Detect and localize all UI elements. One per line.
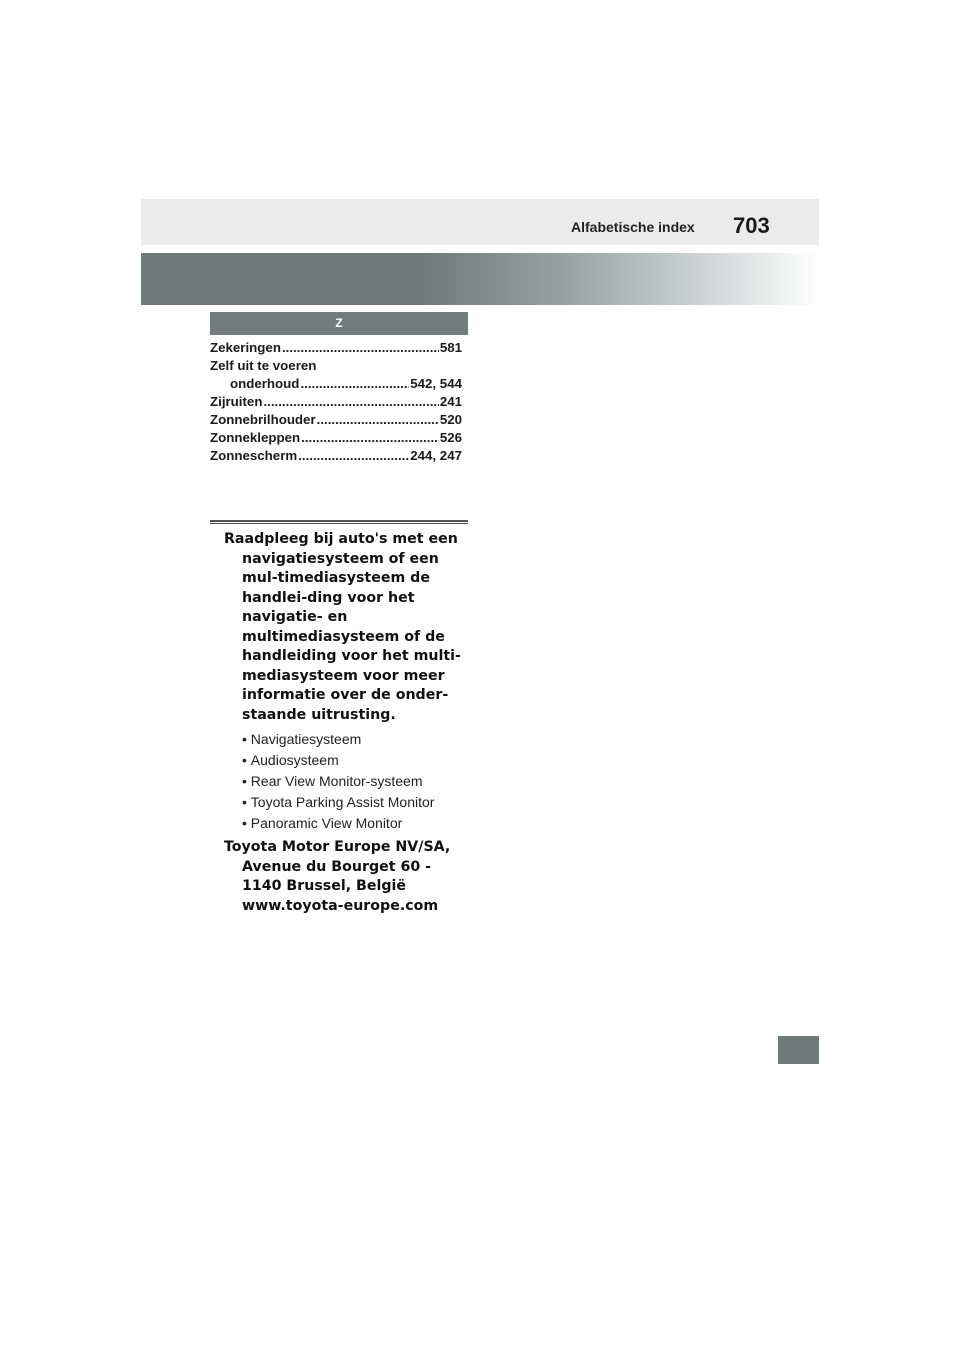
index-entry[interactable]: [210, 393, 462, 411]
notice-text: Raadpleeg bij auto's met een navigatiesysteem of een mul-timediasysteem de handlei-ding voor het navigatie- en multimediasysteem of de handleiding voor het multi-mediasysteem voor meer informatie over de onder-staande uitrusting.: [224, 531, 461, 723]
index-entry[interactable]: [210, 447, 462, 465]
header-band: [141, 199, 819, 245]
index-pages[interactable]: 244, 247: [410, 448, 462, 463]
letter-heading: Z: [210, 312, 468, 335]
index-pages[interactable]: 581: [439, 340, 462, 355]
company-address: Toyota Motor Europe NV/SA, Avenue du Bourget 60 - 1140 Brussel, België www.toyota-europe.com: [224, 839, 451, 914]
leader-dots: [282, 339, 439, 357]
list-item: • Toyota Parking Assist Monitor: [242, 792, 474, 813]
list-item: • Navigatiesysteem: [242, 729, 474, 750]
index-list: [210, 339, 462, 465]
index-entry[interactable]: [210, 375, 462, 393]
page-number: 703: [733, 213, 770, 238]
index-term: Zonnescherm: [210, 448, 298, 463]
index-entry[interactable]: [210, 429, 462, 447]
section-title: Alfabetische index: [571, 219, 695, 235]
leader-dots: [317, 411, 439, 429]
index-term: Zonnekleppen: [210, 430, 301, 445]
index-entry: [210, 357, 462, 375]
leader-dots: [300, 375, 409, 393]
leader-dots: [263, 393, 438, 411]
leader-dots: [298, 447, 409, 465]
index-entry[interactable]: [210, 411, 462, 429]
index-pages[interactable]: 542, 544: [410, 376, 462, 391]
index-pages[interactable]: 526: [439, 430, 462, 445]
section-divider: [210, 520, 468, 524]
list-item: • Panoramic View Monitor: [242, 813, 474, 834]
index-term: Zekeringen: [210, 340, 281, 355]
index-term: Zelf uit te voeren: [210, 358, 317, 373]
equipment-list: [224, 729, 474, 834]
index-term: Zonnebrilhouder: [210, 412, 316, 427]
chapter-tab[interactable]: [778, 1036, 819, 1064]
index-pages[interactable]: 520: [439, 412, 462, 427]
notice-block: [224, 530, 474, 916]
index-term: Zijruiten: [210, 394, 263, 409]
index-term: onderhoud: [230, 376, 300, 391]
gradient-banner: [141, 253, 819, 305]
leader-dots: [301, 429, 439, 447]
list-item: • Audiosysteem: [242, 750, 474, 771]
list-item: • Rear View Monitor-systeem: [242, 771, 474, 792]
index-entry[interactable]: [210, 339, 462, 357]
index-pages[interactable]: 241: [439, 394, 462, 409]
